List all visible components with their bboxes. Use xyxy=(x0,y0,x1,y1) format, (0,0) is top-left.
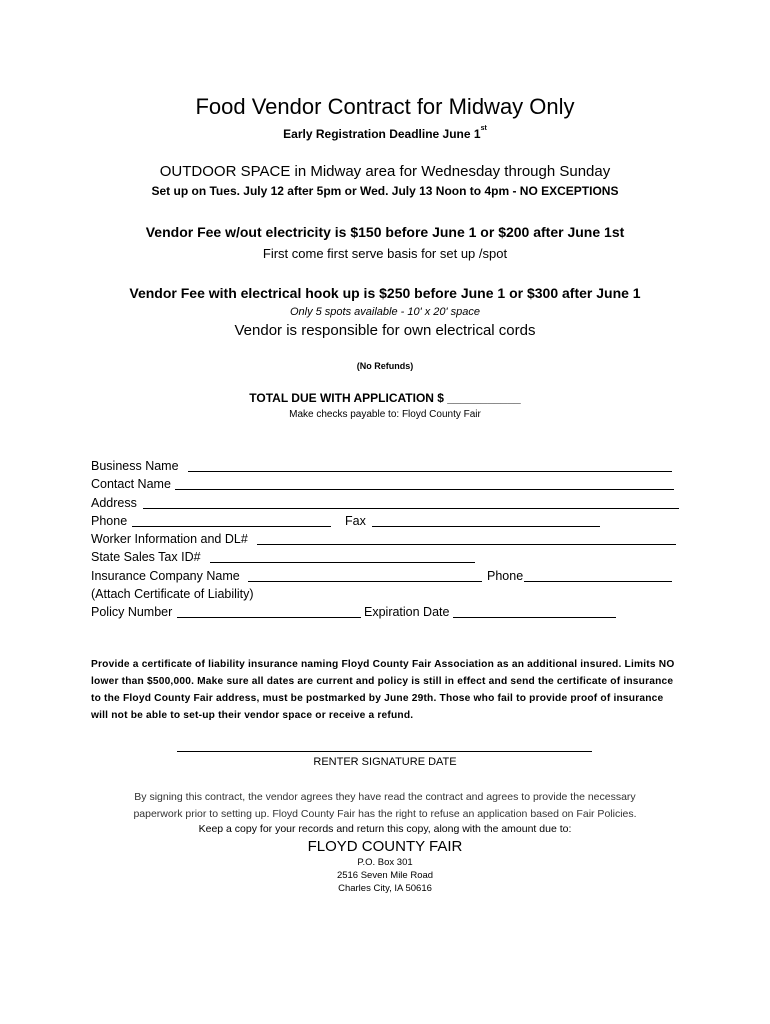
contact-name-label: Contact Name xyxy=(91,477,171,492)
fax-field[interactable] xyxy=(372,526,600,527)
early-deadline-sup: st xyxy=(480,125,487,132)
po-box: P.O. Box 301 xyxy=(357,857,413,868)
business-name-label: Business Name xyxy=(91,459,179,473)
phone-field[interactable] xyxy=(132,526,331,527)
business-name-field[interactable] xyxy=(188,471,672,472)
worker-info-label: Worker Information and DL# xyxy=(91,532,248,547)
fair-address xyxy=(0,856,770,895)
signature-line[interactable] xyxy=(177,751,592,752)
agreement-line-1: By signing this contract, the vendor agrees they have read the contract and agrees to provide the necessary xyxy=(134,791,636,803)
insurance-phone-field[interactable] xyxy=(524,581,672,582)
fair-name: FLOYD COUNTY FAIR xyxy=(307,838,463,855)
policy-number-field[interactable] xyxy=(177,617,361,618)
setup-times: Set up on Tues. July 12 after 5pm or Wed. July 13 Noon to 4pm - NO EXCEPTIONS xyxy=(151,184,619,198)
cords-note: Vendor is responsible for own electrical cords xyxy=(234,322,536,339)
keep-copy: Keep a copy for your records and return this copy, along with the amount due to: xyxy=(198,823,572,835)
expiration-date-label: Expiration Date xyxy=(364,605,450,620)
insurance-company-field[interactable] xyxy=(248,581,482,582)
street: 2516 Seven Mile Road xyxy=(336,870,434,881)
early-deadline xyxy=(0,127,770,141)
fee-no-electric-note: First come first serve basis for set up /spot xyxy=(262,246,508,261)
address-label: Address xyxy=(91,495,137,510)
no-refunds: (No Refunds) xyxy=(356,361,414,371)
expiration-date-field[interactable] xyxy=(453,617,616,618)
worker-info-field[interactable] xyxy=(257,544,676,545)
sales-tax-label: State Sales Tax ID# xyxy=(91,550,201,565)
contact-name-field[interactable] xyxy=(175,489,674,490)
fee-electric-note: Only 5 spots available - 10' x 20' space xyxy=(289,306,481,318)
agreement-line-2: paperwork prior to setting up. Floyd County Fair has the right to refuse an application based on Fair Policies. xyxy=(133,808,637,820)
sales-tax-field[interactable] xyxy=(210,562,475,563)
fee-no-electric: Vendor Fee w/out electricity is $150 before June 1 or $200 after June 1st xyxy=(145,224,625,240)
address-field[interactable] xyxy=(143,508,679,509)
outdoor-space: OUTDOOR SPACE in Midway area for Wednesday through Sunday xyxy=(159,163,611,180)
early-deadline-text: Early Registration Deadline June 1 xyxy=(283,127,481,141)
phone-label: Phone xyxy=(91,513,128,528)
attach-cert-label: (Attach Certificate of Liability) xyxy=(91,587,254,602)
page-title: Food Vendor Contract for Midway Only xyxy=(195,94,575,119)
insurance-paragraph: Provide a certificate of liability insurance naming Floyd County Fair Association as an additional insured. Limits NO lower than $500,000. Make sure all dates are current and policy is still in effect and send the certificate of insurance to the Floyd County Fair address, must be postmarked by June 29th. Those who fail to provide proof of insurance will not be able to set-up their vendor space or receive a refund. xyxy=(91,659,675,721)
fee-electric: Vendor Fee with electrical hook up is $250 before June 1 or $300 after June 1 xyxy=(129,285,641,301)
city: Charles City, IA 50616 xyxy=(338,883,432,894)
fax-label: Fax xyxy=(345,513,366,528)
signature-label: RENTER SIGNATURE DATE xyxy=(313,756,457,768)
insurance-phone-label: Phone xyxy=(487,568,524,583)
payable-to: Make checks payable to: Floyd County Fair xyxy=(289,409,481,420)
total-due: TOTAL DUE WITH APPLICATION $ ___________ xyxy=(249,391,521,405)
agreement-text xyxy=(0,789,770,823)
policy-number-label: Policy Number xyxy=(91,605,173,620)
insurance-company-label: Insurance Company Name xyxy=(91,568,240,583)
